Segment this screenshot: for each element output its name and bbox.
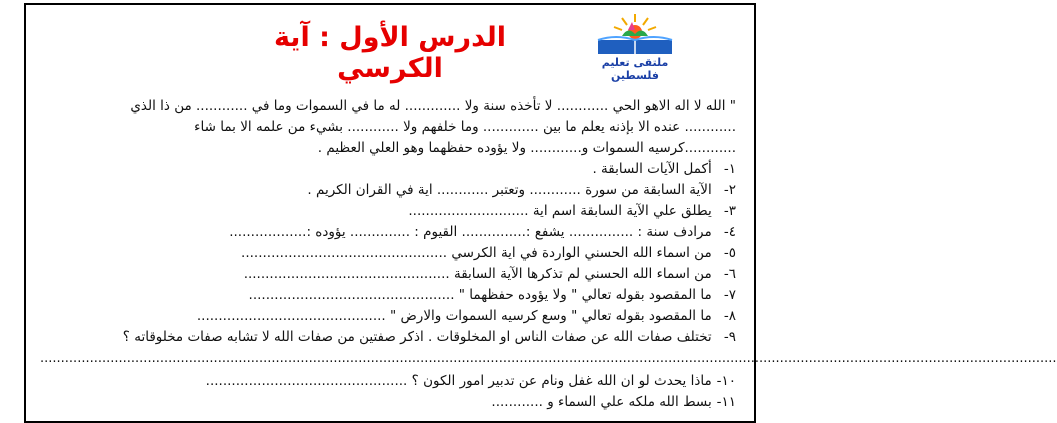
question-6 (244, 265, 736, 283)
question-9 (123, 328, 736, 346)
logo-text: ملتقى تعليم فلسطين (601, 56, 669, 82)
verse-line-3: ............كرسيه السموات و............ ولا يؤوده حفظهما وهو العلي العظيم . (317, 140, 736, 156)
question-4 (229, 223, 736, 241)
question-2 (307, 181, 736, 199)
question-5 (241, 244, 736, 262)
question-text: من اسماء الله الحسني لم تذكرها الآية السابقة ................................................ (243, 266, 712, 282)
question-text: ما المقصود بقوله تعالي " ولا يؤوده حفظهما " ................................................ (248, 287, 712, 303)
question-1 (592, 160, 736, 178)
question-text: أكمل الآيات السابقة . (592, 161, 712, 177)
question-number: ٣- (723, 203, 736, 219)
question-text: ما المقصود بقوله تعالي " وسع كرسيه السموات والارض " ............................................ (196, 308, 712, 324)
verse-line-2: ............ عنده الا بإذنه يعلم ما بين ............. وما خلفهم ولا ............ بشيء من علمه الا بما شاء (194, 119, 736, 135)
question-number: ١- (723, 161, 736, 177)
question-number: ٥- (723, 245, 736, 261)
answer-line: ...................................................................................................................................................................................................................................................... (40, 351, 1057, 366)
question-number: ٩- (723, 329, 736, 345)
question-text: الآية السابقة من سورة ............ وتعتبر ............ اية في القران الكريم . (307, 182, 712, 198)
question-7 (249, 286, 736, 304)
question-text: ماذا يحدث لو ان الله غفل ونام عن تدبير امور الكون ؟ ............................................... (205, 373, 712, 389)
question-number: ٤- (723, 224, 736, 240)
question-number: ١١- (716, 394, 736, 410)
question-8 (197, 307, 736, 325)
question-number: ٨- (723, 308, 736, 324)
question-10 (206, 372, 736, 390)
question-3 (408, 202, 736, 220)
page-title: الدرس الأول : آية الكرسي (273, 22, 507, 84)
question-text: تختلف صفات الله عن صفات الناس او المخلوقات . اذكر صفتين من صفات الله لا تشابه صفات مخلوقاته ؟ (122, 329, 712, 345)
question-text: بسط الله ملكه علي السماء و ............ (491, 394, 712, 410)
question-number: ١٠- (716, 373, 736, 389)
question-text: مرادف سنة : ............... يشفع :............... القيوم : .............. يؤوده :.................. (229, 224, 712, 240)
question-number: ٢- (723, 182, 736, 198)
question-text: من اسماء الله الحسني الواردة في اية الكرسي ................................................ (241, 245, 712, 261)
question-text: يطلق علي الآية السابقة اسم اية ............................ (408, 203, 712, 219)
question-11 (491, 393, 736, 411)
verse-line-1: " الله لا اله الاهو الحي ............ لا تأخذه سنة ولا ............. له ما في السموات وما في ............ من ذا الذي (130, 98, 736, 114)
question-number: ٧- (723, 287, 736, 303)
question-number: ٦- (723, 266, 736, 282)
